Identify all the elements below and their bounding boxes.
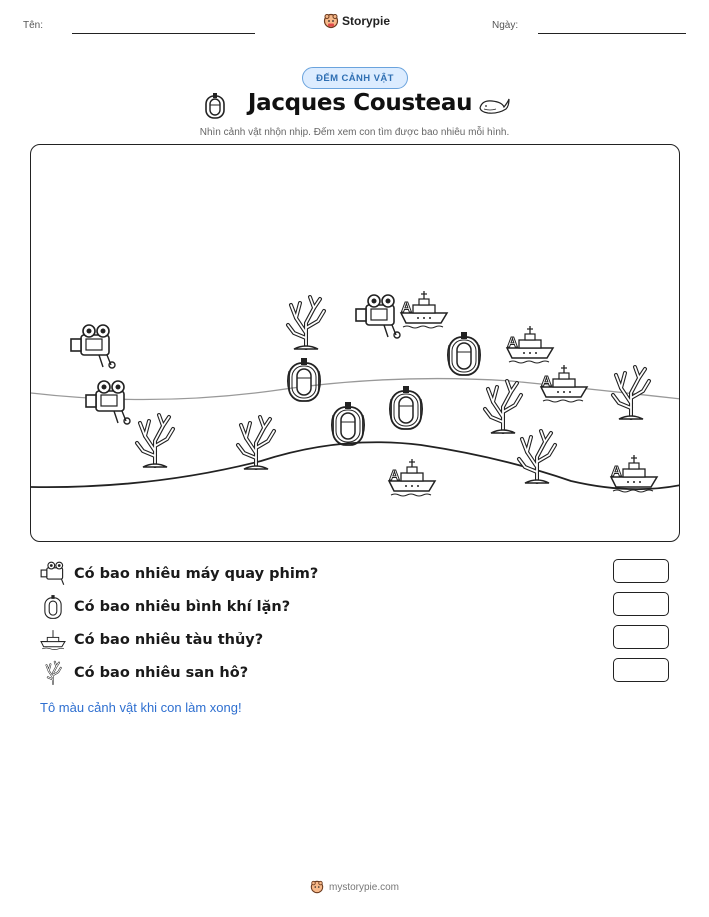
question-row	[40, 561, 318, 587]
scene-tank	[390, 386, 423, 429]
scene-drawing: A	[31, 145, 680, 542]
date-line[interactable]	[538, 33, 686, 34]
answer-box-corals[interactable]	[613, 658, 669, 682]
scene-camera	[71, 325, 115, 368]
answer-box-ships[interactable]	[613, 625, 669, 649]
scene-coral	[288, 297, 324, 349]
coloring-note: Tô màu cảnh vật khi con làm xong!	[40, 700, 242, 715]
question-row	[40, 660, 248, 686]
page-footer	[0, 880, 709, 894]
scene-ship	[541, 365, 587, 402]
answer-box-cameras[interactable]	[613, 559, 669, 583]
ship-icon	[40, 627, 66, 653]
scene-ship	[611, 455, 657, 492]
camera-icon	[40, 561, 66, 587]
whale-icon	[478, 96, 510, 116]
scene-ship	[389, 459, 435, 496]
question-text: Có bao nhiêu san hô?	[74, 665, 249, 681]
footer-url[interactable]: mystorypie.com	[328, 881, 399, 893]
scene-coral	[485, 381, 521, 433]
scene-camera	[86, 381, 130, 424]
scene-ship	[507, 326, 553, 363]
brand	[323, 13, 390, 29]
question-text: Có bao nhiêu máy quay phim?	[74, 566, 319, 582]
name-label: Tên:	[23, 20, 44, 31]
question-row	[40, 627, 263, 653]
scene-coral	[613, 367, 649, 419]
seafloor-line	[31, 442, 680, 489]
page-subtitle: Nhìn cảnh vật nhộn nhịp. Đếm xem con tìm được bao nhiêu mỗi hình.	[199, 127, 510, 138]
storypie-logo-icon	[310, 880, 324, 894]
scene-tank	[332, 402, 365, 445]
diving-tank-icon	[40, 594, 66, 620]
storypie-logo-icon	[323, 13, 339, 29]
counting-scene	[30, 144, 680, 542]
question-text: Có bao nhiêu tàu thủy?	[74, 632, 264, 648]
scene-coral	[519, 431, 555, 483]
coral-icon	[40, 660, 66, 686]
name-line[interactable]	[72, 33, 255, 34]
scene-tank	[288, 358, 321, 401]
scene-camera	[356, 295, 400, 338]
date-label: Ngày:	[492, 20, 519, 31]
scene-tank	[448, 332, 481, 375]
answer-box-tanks[interactable]	[613, 592, 669, 616]
question-row	[40, 594, 290, 620]
scene-coral	[238, 417, 274, 469]
question-text: Có bao nhiêu bình khí lặn?	[74, 599, 291, 615]
scene-coral	[137, 415, 173, 467]
diving-tank-icon	[203, 92, 227, 120]
page-title: Jacques Cousteau	[247, 90, 473, 116]
activity-badge: ĐẾM CẢNH VẬT	[302, 67, 408, 89]
scene-ship	[401, 291, 447, 328]
brand-name: Storypie	[342, 14, 391, 28]
